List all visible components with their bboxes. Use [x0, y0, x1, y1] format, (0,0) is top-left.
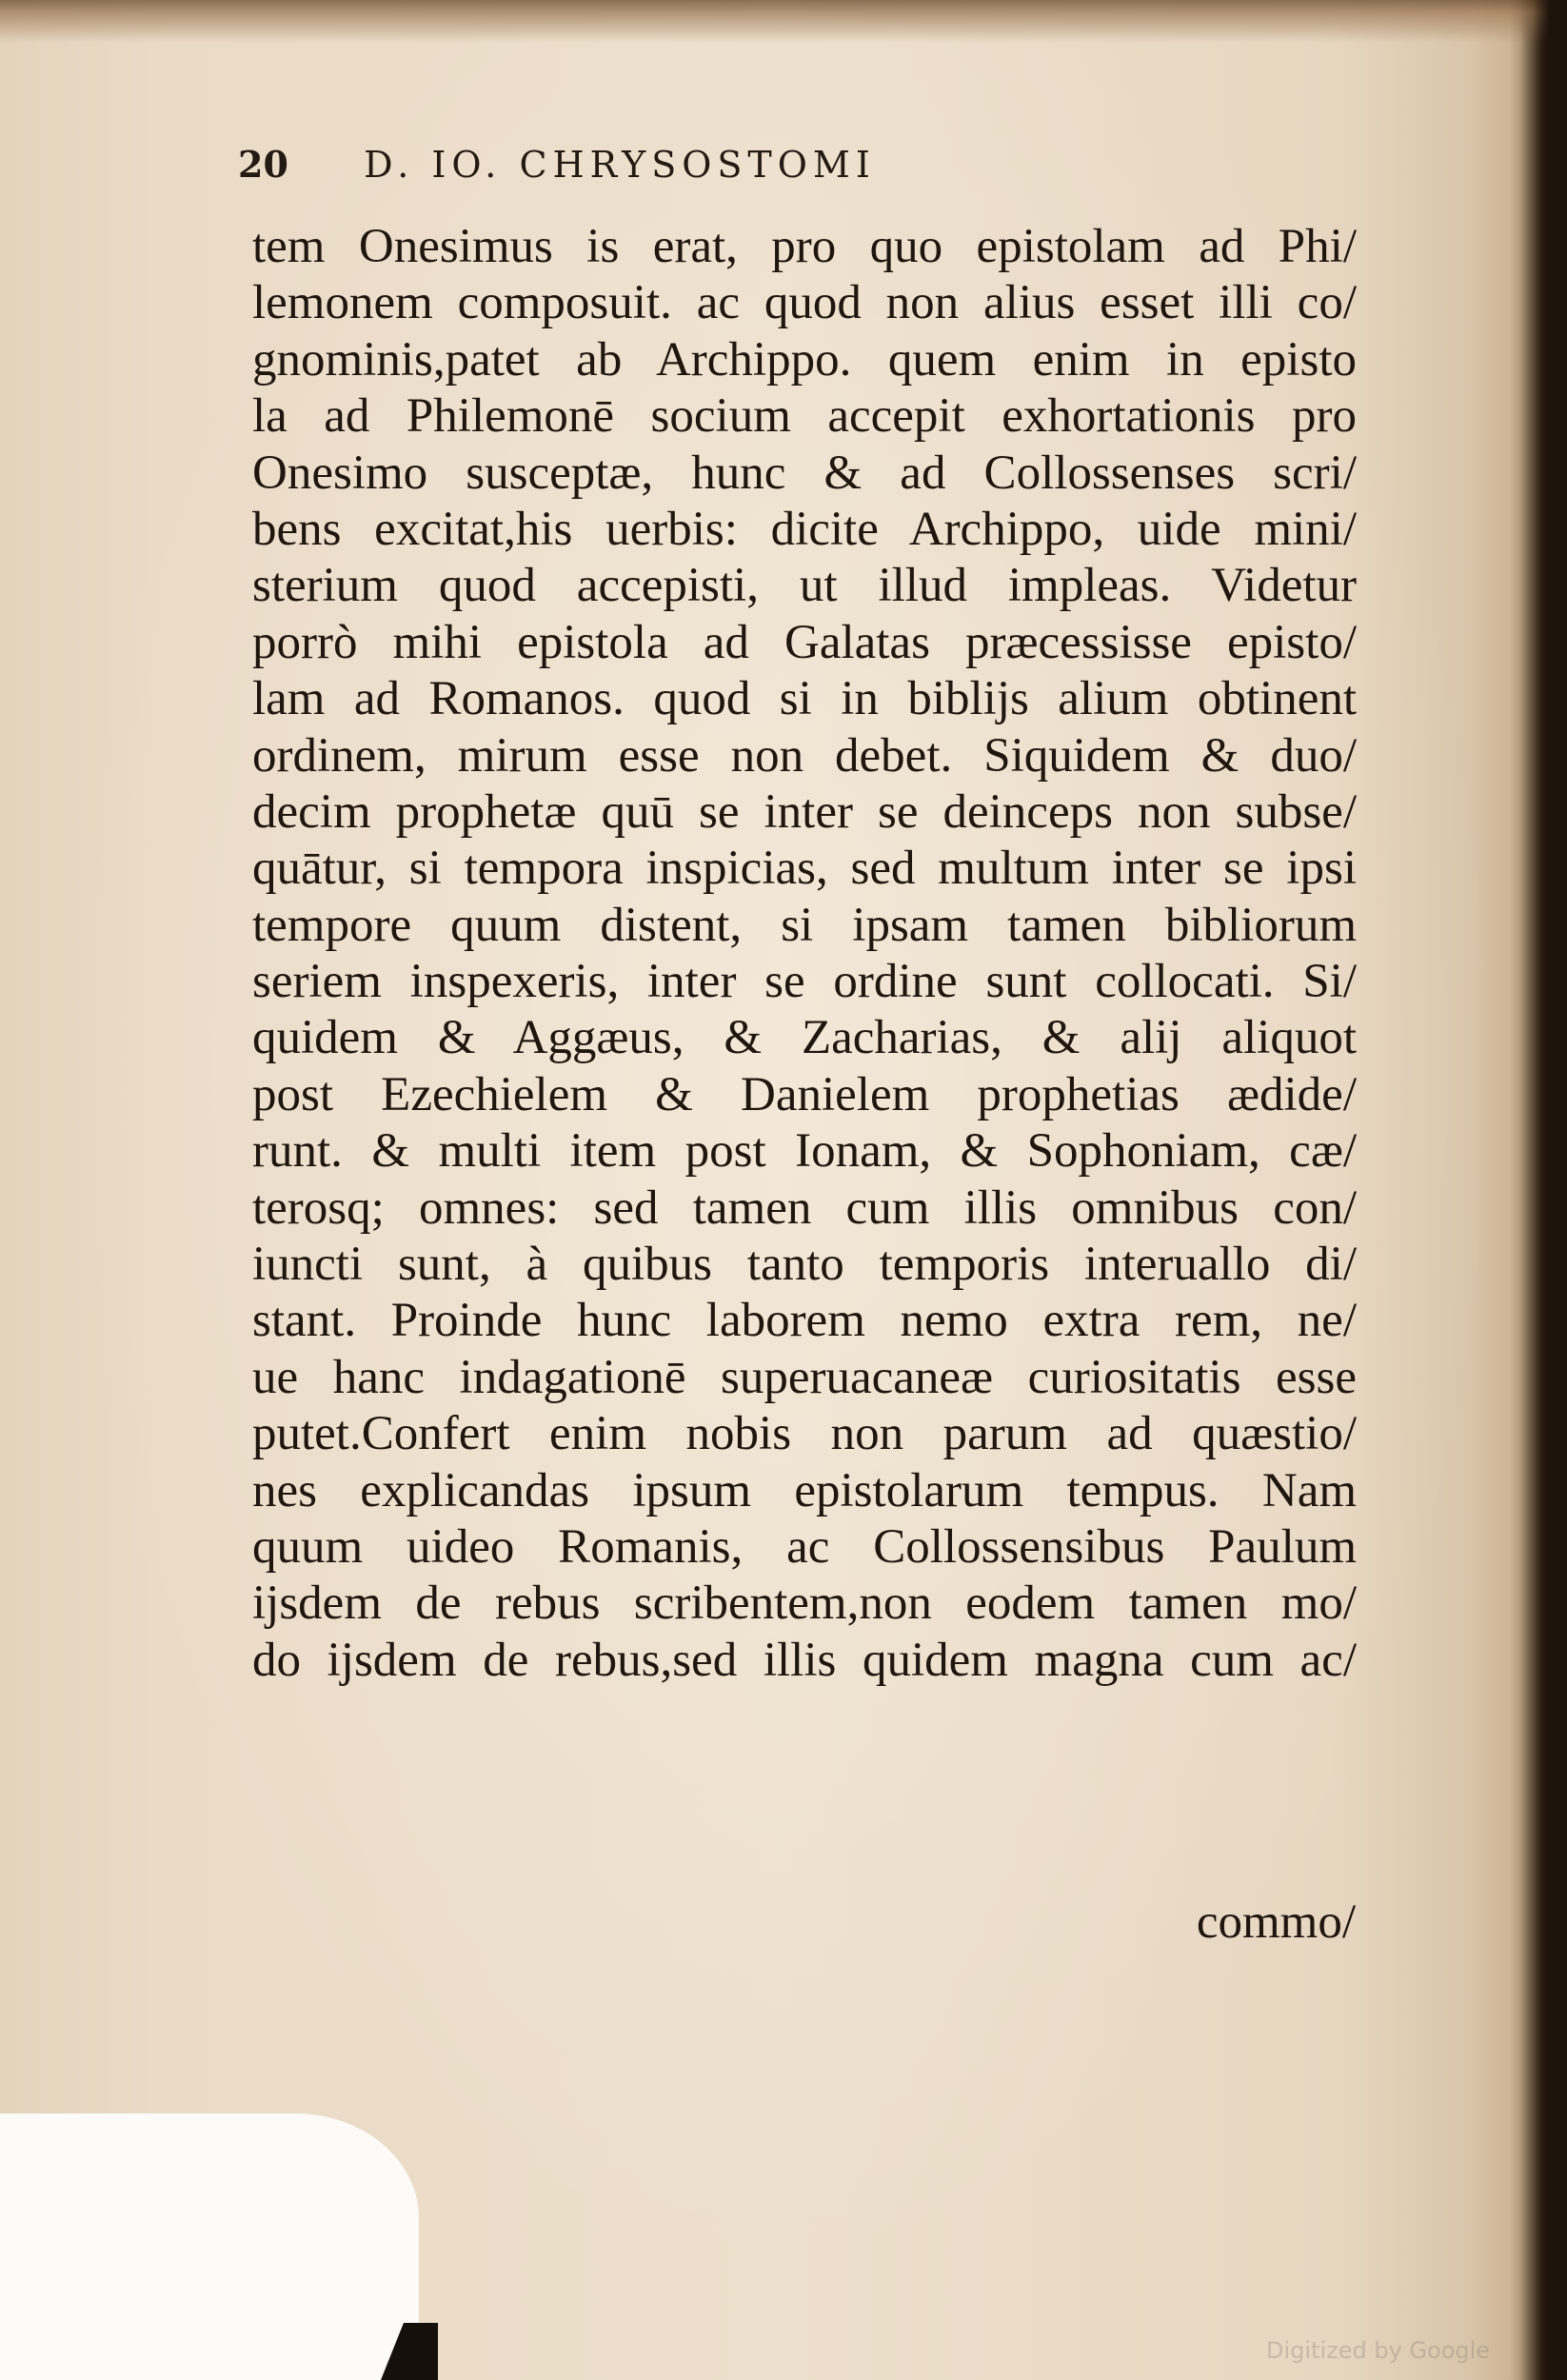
- text-line: bens excitat,his uerbis: dicite Archippo, uide mini/: [252, 502, 1357, 556]
- watermark: Digitized by Google: [1266, 2337, 1491, 2364]
- text-line: la ad Philemonē socium accepit exhortationis pro: [252, 389, 1357, 444]
- page-header: [238, 143, 876, 186]
- text-line: quum uideo Romanis, ac Collossensibus Paulum: [252, 1519, 1357, 1574]
- page-gutter-shadow: [1510, 0, 1567, 2380]
- body-text: [252, 219, 1357, 1689]
- text-line: Onesimo susceptæ, hunc & ad Collossenses scri/: [252, 446, 1357, 500]
- text-line: decim prophetæ quū se inter se deinceps non subse/: [252, 784, 1357, 839]
- text-line: ijsdem de rebus scribentem,non eodem tamen mo/: [252, 1577, 1357, 1631]
- text-line: ordinem, mirum esse non debet. Siquidem & duo/: [252, 728, 1357, 783]
- text-line: quātur, si tempora inspicias, sed multum inter se ipsi: [252, 842, 1357, 896]
- text-line: ue hanc indagationē superuacaneæ curiositatis esse: [252, 1350, 1357, 1404]
- text-line: iuncti sunt, à quibus tanto temporis interuallo di/: [252, 1238, 1357, 1292]
- page-number: 20: [238, 143, 288, 186]
- text-line: stant. Proinde hunc laborem nemo extra rem, ne/: [252, 1294, 1357, 1348]
- text-line: putet.Confert enim nobis non parum ad quæstio/: [252, 1407, 1357, 1461]
- text-line: porrò mihi epistola ad Galatas præcessisse episto/: [252, 615, 1357, 669]
- text-line: lam ad Romanos. quod si in biblijs alium obtinent: [252, 672, 1357, 726]
- running-head: D. IO. CHRYSOSTOMI: [364, 144, 876, 186]
- text-line: runt. & multi item post Ionam, & Sophoniam, cæ/: [252, 1124, 1357, 1179]
- text-line: gnominis,patet ab Archippo. quem enim in episto: [252, 332, 1357, 387]
- text-line: sterium quod accepisti, ut illud impleas. Videtur: [252, 559, 1357, 613]
- paper-repair-patch: [0, 2113, 419, 2380]
- text-line: do ijsdem de rebus,sed illis quidem magna cum ac/: [252, 1633, 1357, 1687]
- text-line: nes explicandas ipsum epistolarum tempus. Nam: [252, 1463, 1357, 1517]
- text-line: post Ezechielem & Danielem prophetias ædide/: [252, 1067, 1357, 1121]
- text-line: seriem inspexeris, inter se ordine sunt collocati. Si/: [252, 955, 1357, 1009]
- catchword: commo/: [1196, 1895, 1356, 1949]
- text-line: tem Onesimus is erat, pro quo epistolam ad Phi/: [252, 220, 1357, 273]
- text-line: terosq; omnes: sed tamen cum illis omnibus con/: [252, 1180, 1357, 1235]
- page-top-edge: [0, 0, 1567, 43]
- text-line: lemonem composuit. ac quod non alius esset illi co/: [252, 276, 1357, 330]
- text-line: tempore quum distent, si ipsam tamen bibliorum: [252, 898, 1357, 952]
- text-line: quidem & Aggæus, & Zacharias, & alij aliquot: [252, 1011, 1357, 1065]
